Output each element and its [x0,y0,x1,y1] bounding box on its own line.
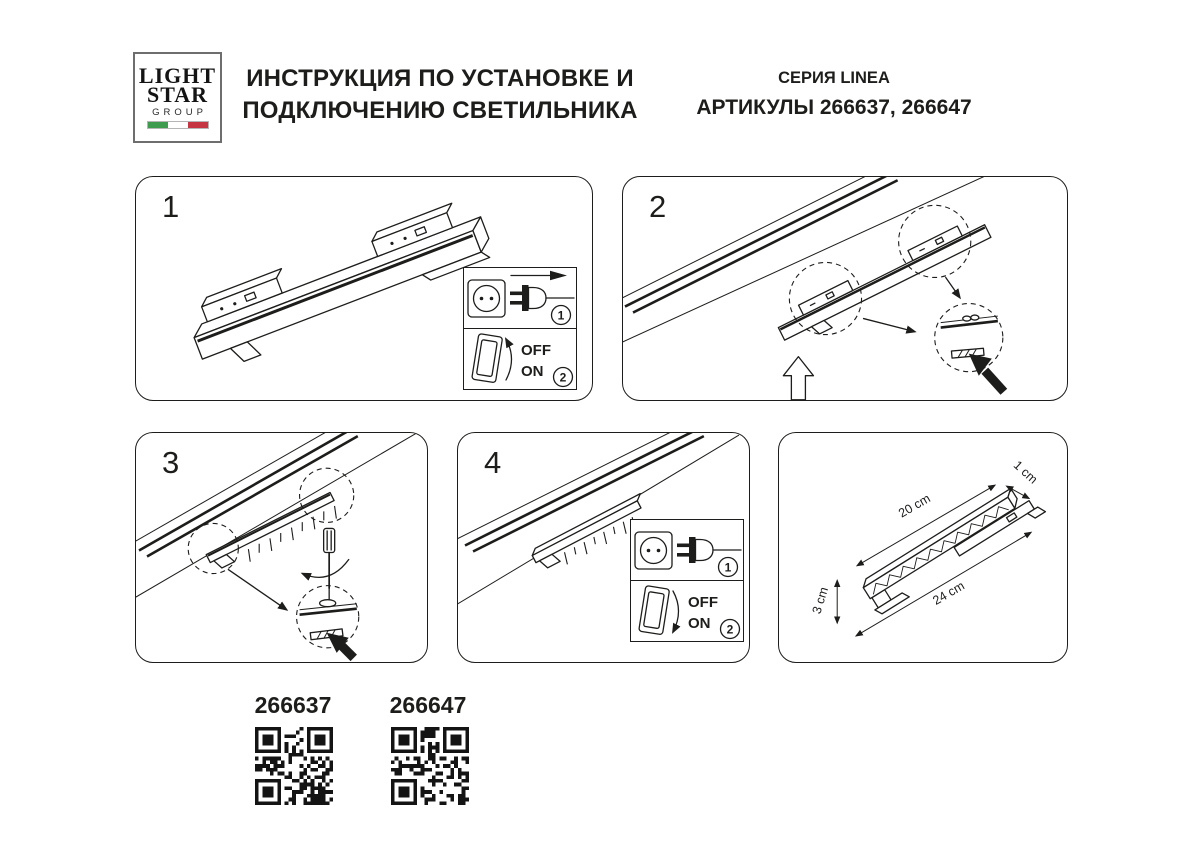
step-4-panel [457,432,750,663]
push-arrow-icon [969,354,1004,392]
switch-down-arrow-icon [673,591,679,632]
step-1-badge-label: 1 [724,560,732,575]
off-label: OFF [688,594,718,611]
detail-circle [935,304,1003,372]
article-numbers: АРТИКУЛЫ 266637, 266647 [696,96,972,119]
step-1-panel [135,176,593,401]
socket-icon [635,532,672,569]
power-off-legend [463,267,577,390]
insert-direction-arrow-icon [783,357,813,400]
title-line-2: ПОДКЛЮЧЕНИЮ СВЕТИЛЬНИКА [242,97,638,124]
power-on-legend [630,519,744,642]
fixture-drawing [182,195,498,375]
step-2-panel [622,176,1068,401]
logo-group: GROUP [152,107,207,118]
step-1-badge-label: 1 [557,308,565,323]
qr-code [391,727,469,805]
screwdriver-icon [324,528,335,588]
rotate-arrow-icon [303,560,349,578]
legend-unplug-step [464,268,576,328]
dimension-height: 3 cm [809,585,831,616]
qr-label-266637: 266637 [254,692,332,718]
step-2-badge-label: 2 [559,370,567,385]
qr-code [255,727,333,805]
socket-icon [468,280,505,317]
unplug-arrow-icon [511,271,567,280]
legend-plug-in-step [631,520,743,580]
callout-arrow [228,570,286,610]
callout-arrow-right [946,277,960,297]
logo-light: LIGHT [138,63,217,88]
fixture-drawing [206,493,342,578]
step-2-badge-label: 2 [726,622,734,637]
fixing-drawing [136,433,427,662]
step-3-panel [135,432,428,663]
step-number: 4 [484,445,502,480]
dimension-top-length: 20 cm [896,491,933,521]
off-label: OFF [521,342,551,359]
legend-switch-off-step [464,328,576,389]
step-number: 1 [162,189,180,224]
title-line-1: ИНСТРУКЦИЯ ПО УСТАНОВКЕ И [246,65,634,92]
legend-switch-on-step [631,580,743,641]
lightstar-logo [133,52,222,143]
track-insert-drawing [623,177,1067,400]
switch-icon [472,334,503,383]
dimension-total-length: 24 cm [930,578,967,608]
dimension-width: 1 cm [1010,457,1041,487]
plug-icon [510,285,574,311]
series-name: СЕРИЯ LINEA [778,69,890,87]
dimension-drawing [779,433,1067,662]
on-label: ON [688,615,711,632]
page-title [230,63,650,127]
switch-icon [639,586,670,635]
switch-up-arrow-icon [506,339,512,380]
callout-arrow-left [864,319,915,332]
dimensions-panel [778,432,1068,663]
on-label: ON [521,363,544,380]
series-block [683,69,985,120]
detail-circle [297,586,359,648]
step-number: 3 [162,445,180,480]
step-number: 2 [649,189,667,224]
qr-label-266647: 266647 [389,692,467,718]
logo-star: STAR [146,82,209,107]
italian-flag [147,121,209,129]
plug-icon [677,537,741,563]
